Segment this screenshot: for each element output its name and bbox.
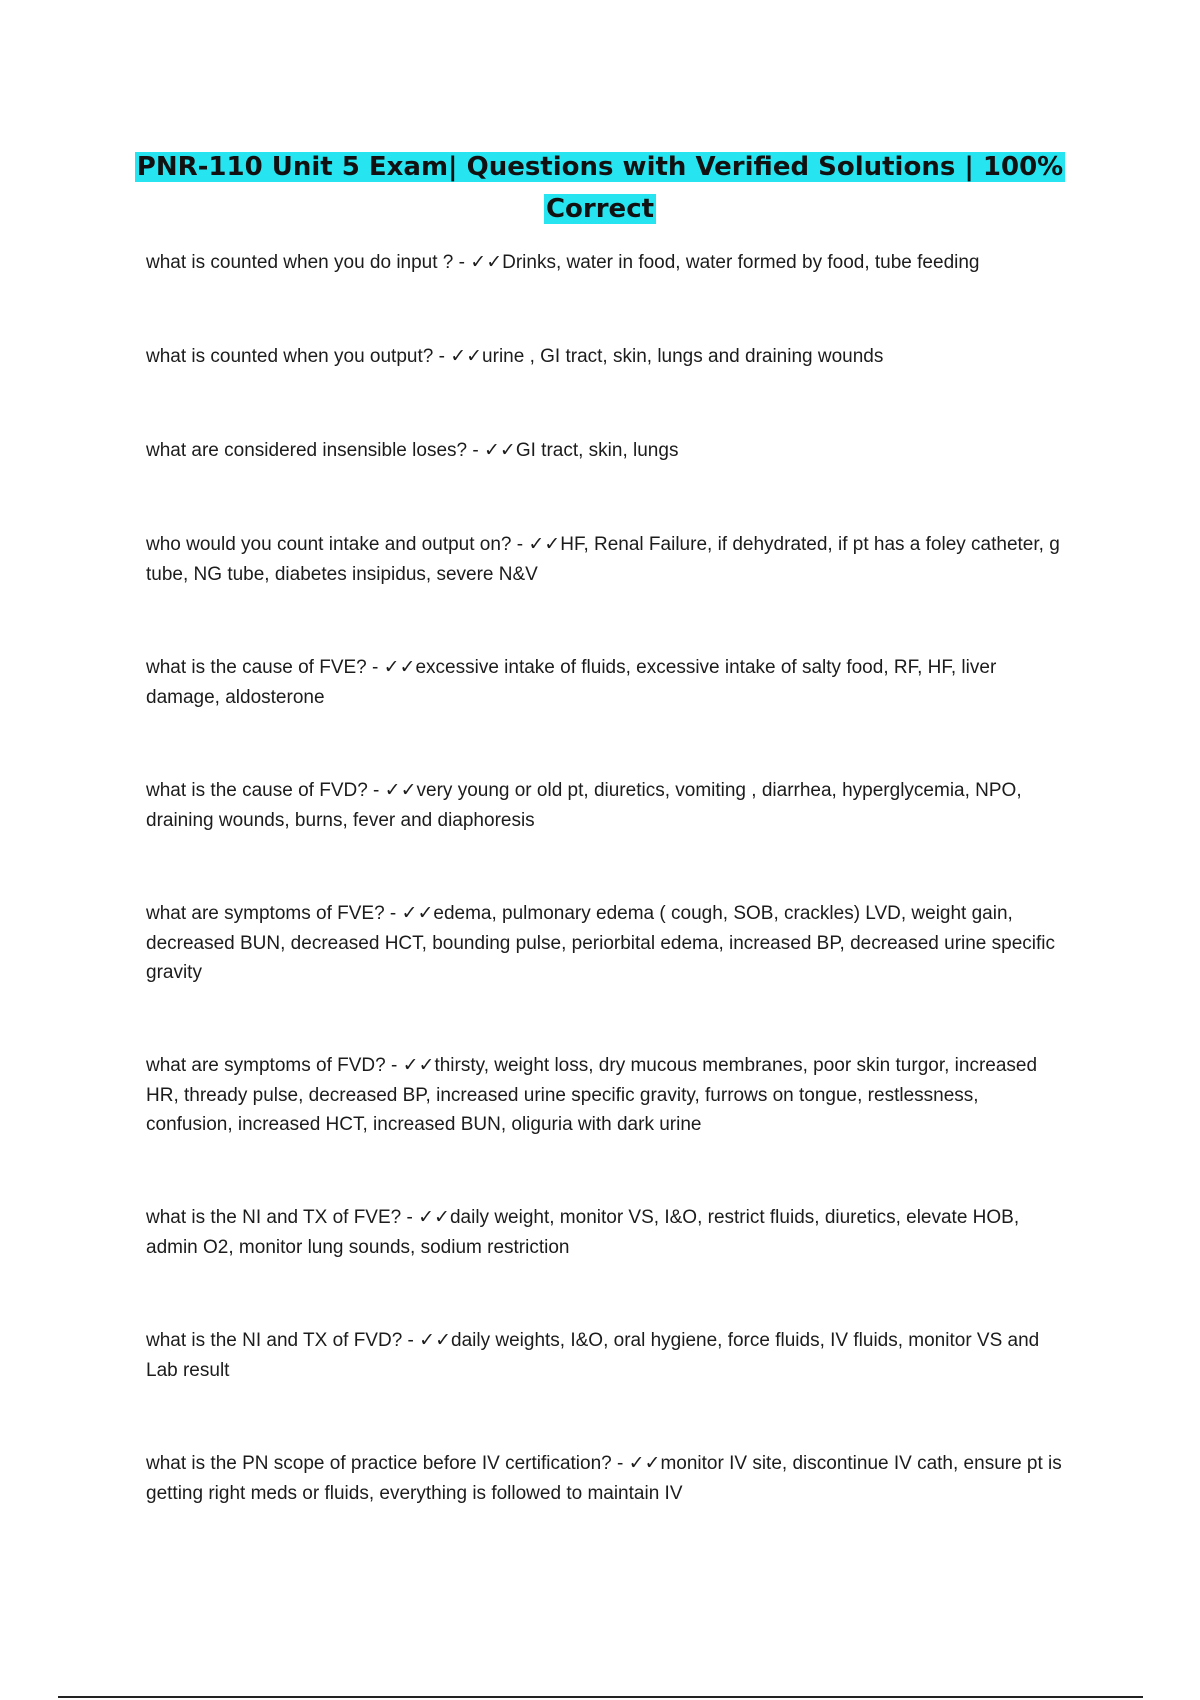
qa-item: [146, 653, 1066, 712]
question-text: what is the PN scope of practice before IV certification?: [146, 1453, 612, 1474]
document-title-text: PNR-110 Unit 5 Exam| Questions with Verified Solutions | 100% Correct: [136, 152, 1064, 224]
question-text: what is the NI and TX of FVE?: [146, 1207, 402, 1228]
answer-text: excessive intake of fluids, excessive intake of salty food, RF, HF, liver damage, aldosterone: [146, 657, 997, 708]
question-text: what is the NI and TX of FVD?: [146, 1330, 403, 1351]
question-text: what are symptoms of FVE?: [146, 903, 385, 924]
qa-item: [146, 1326, 1066, 1385]
check-separator: - ✓✓: [402, 1330, 452, 1351]
question-text: what are symptoms of FVD?: [146, 1055, 386, 1076]
question-text: who would you count intake and output on?: [146, 534, 512, 555]
answer-text: monitor IV site, discontinue IV cath, ensure pt is getting right meds or fluids, everything is followed to maintain IV: [146, 1453, 1062, 1504]
answer-text: Drinks, water in food, water formed by food, tube feeding: [502, 252, 980, 273]
check-separator: - ✓✓: [401, 1207, 450, 1228]
check-separator: - ✓✓: [467, 440, 516, 461]
question-text: what is the cause of FVE?: [146, 657, 367, 678]
qa-item: [146, 436, 1066, 466]
answer-text: edema, pulmonary edema ( cough, SOB, crackles) LVD, weight gain, decreased BUN, decreased HCT, bounding pulse, periorbital edema, increased BP, decreased urine specific gravity: [146, 903, 1056, 983]
check-separator: - ✓✓: [367, 780, 417, 801]
footer-divider: [58, 1696, 1143, 1698]
check-separator: - ✓✓: [385, 1055, 435, 1076]
answer-text: very young or old pt, diuretics, vomiting , diarrhea, hyperglycemia, NPO, draining wounds, burns, fever and diaphoresis: [146, 780, 1022, 831]
answer-text: daily weight, monitor VS, I&O, restrict fluids, diuretics, elevate HOB, admin O2, monitor lung sounds, sodium restriction: [146, 1207, 1020, 1258]
qa-item: [146, 1449, 1066, 1508]
qa-item: [146, 1203, 1066, 1262]
answer-text: GI tract, skin, lungs: [515, 440, 679, 461]
check-separator: - ✓✓: [453, 252, 503, 273]
check-separator: - ✓✓: [384, 903, 434, 924]
answer-text: urine , GI tract, skin, lungs and draining wounds: [482, 346, 884, 367]
question-text: what is counted when you do input ?: [146, 252, 454, 273]
question-text: what are considered insensible loses?: [146, 440, 468, 461]
answer-text: HF, Renal Failure, if dehydrated, if pt has a foley catheter, g tube, NG tube, diabetes insipidus, severe N&V: [146, 534, 1060, 585]
qa-item: [146, 248, 1066, 278]
check-separator: - ✓✓: [366, 657, 416, 678]
qa-item: [146, 530, 1066, 589]
answer-text: daily weights, I&O, oral hygiene, force fluids, IV fluids, monitor VS and Lab result: [146, 1330, 1040, 1381]
document-title: [120, 146, 1080, 230]
check-separator: - ✓✓: [433, 346, 483, 367]
check-separator: - ✓✓: [611, 1453, 661, 1474]
qa-item: [146, 899, 1066, 988]
qa-item: [146, 776, 1066, 835]
question-text: what is counted when you output?: [146, 346, 434, 367]
answer-text: thirsty, weight loss, dry mucous membranes, poor skin turgor, increased HR, thready pulse, decreased BP, increased urine specific gravity, furrows on tongue, restlessness, confusion, increased HCT, increased BUN, oliguria with dark urine: [146, 1055, 1038, 1135]
question-text: what is the cause of FVD?: [146, 780, 368, 801]
qa-item: [146, 1051, 1066, 1140]
check-separator: - ✓✓: [511, 534, 561, 555]
qa-item: [146, 342, 1066, 372]
